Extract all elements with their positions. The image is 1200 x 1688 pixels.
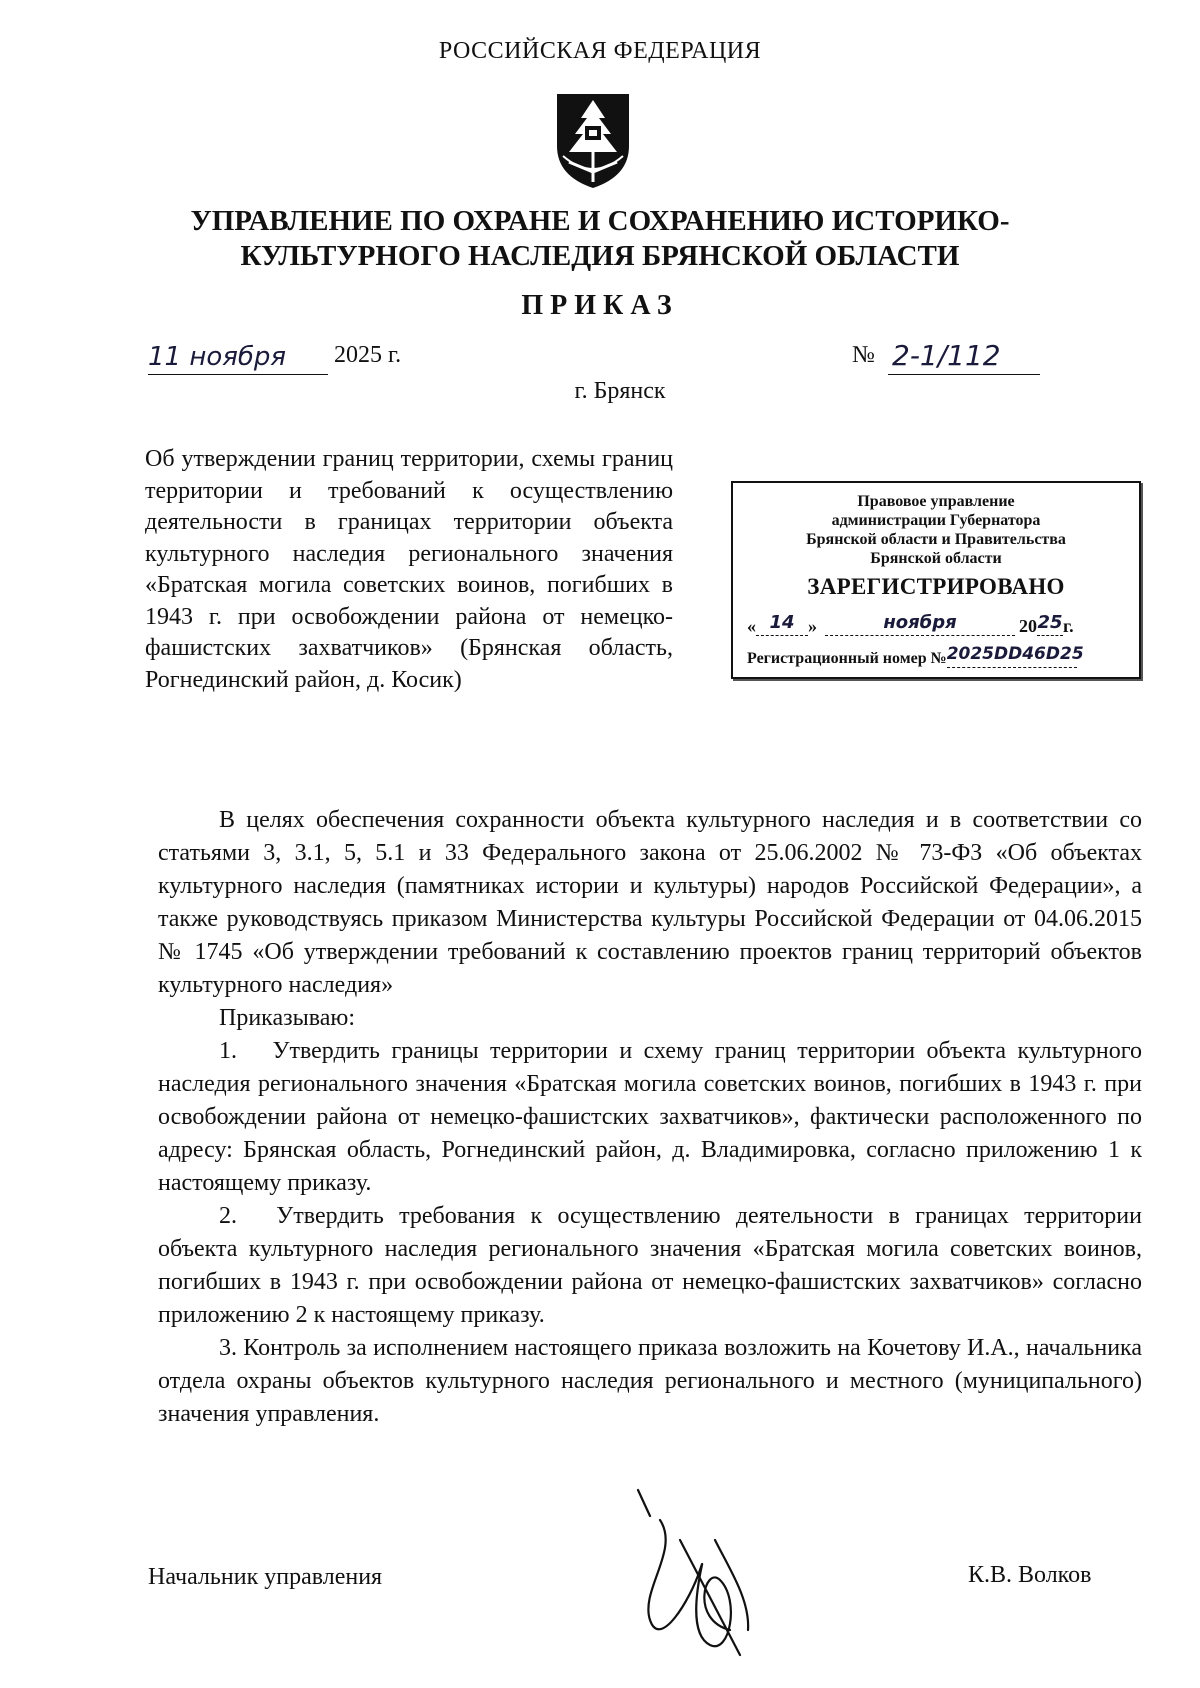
stamp-quote-close: »	[808, 616, 817, 636]
stamp-year-suffix: 25	[1037, 613, 1063, 636]
stamp-line-3: Брянской области и Правительства	[806, 531, 1066, 548]
stamp-year-g: г.	[1063, 616, 1074, 636]
signatory-position: Начальник управления	[148, 1564, 383, 1590]
order-body	[158, 804, 1142, 1431]
stamp-day: 14	[756, 613, 808, 636]
stamp-date-line	[747, 610, 1139, 636]
stamp-line-2: администрации Губернатора	[831, 512, 1041, 529]
stamp-reg-label: Регистрационный номер №	[747, 650, 947, 667]
date-field	[148, 344, 328, 375]
order-item-2: 2. Утвердить требования к осуществлению деятельности в границах территории объекта культурного наследия регионального значения «Братская могила советских воинов, погибших в 1943 г. при освобождении района от немецко-фашистских захватчиков» согласно приложению 2 к настоящему приказу.	[158, 1203, 1142, 1328]
bryansk-coat-of-arms-icon	[553, 90, 633, 190]
registration-stamp	[731, 481, 1141, 679]
number-label: №	[852, 342, 875, 368]
order-item-1: 1. Утвердить границы территории и схему границ территории объекта культурного наследия регионального значения «Братская могила советских воинов, погибших в 1943 г. при освобождении района от немецко-фашистских захватчиков», фактически расположенного по адресу: Брянская область, Рогнединский район, д. Владимировка, согласно приложению 1 к настоящему приказу.	[158, 1038, 1142, 1196]
preamble-paragraph: В целях обеспечения сохранности объекта культурного наследия и в соответствии со статьями 3, 3.1, 5, 5.1 и 33 Федерального закона от 25.06.2002 № 73-ФЗ «Об объектах культурного наследия (памятниках истории и культуры) народов Российской Федерации», а также руководствуясь приказом Министерства культуры Российской Федерации от 04.06.2015 № 1745 «Об утверждении требований к составлению проектов границ территорий объектов культурного наследия»	[158, 807, 1142, 998]
order-item-3: 3. Контроль за исполнением настоящего приказа возложить на Кочетову И.А., начальника отдела охраны объектов культурного наследия регионального и местного (муниципального) значения управления.	[158, 1335, 1142, 1427]
handwritten-signature	[620, 1480, 770, 1660]
country-header: РОССИЙСКАЯ ФЕДЕРАЦИЯ	[438, 38, 762, 64]
order-subject: Об утверждении границ территории, схемы границ территории и требований к осуществлению деятельности в границах территории объекта культурного наследия регионального значения «Братская могила советских воинов, погибших в 1943 г. при освобождении района от немецко-фашистских захватчиков» (Брянская область, Рогнединский район, д. Косик)	[145, 446, 673, 693]
stamp-year-prefix: 20	[1019, 616, 1037, 636]
stamp-status: ЗАРЕГИСТРИРОВАНО	[807, 574, 1065, 599]
date-handwritten: 11 ноября	[148, 342, 287, 372]
stamp-line-4: Брянской области	[870, 550, 1002, 567]
stamp-reg-number: 2025DD46D25	[947, 645, 1077, 668]
stamp-line-1: Правовое управление	[857, 493, 1015, 510]
stamp-month: ноября	[825, 613, 1015, 636]
stamp-registration-line	[747, 644, 1139, 668]
city: г. Брянск	[574, 378, 666, 404]
organization-name	[0, 204, 1200, 274]
document-type: ПРИКАЗ	[521, 290, 679, 321]
org-line-1: УПРАВЛЕНИЕ ПО ОХРАНЕ И СОХРАНЕНИЮ ИСТОРИКО-	[190, 205, 1010, 237]
stamp-quote-open: «	[747, 616, 756, 636]
date-year: 2025 г.	[334, 342, 402, 368]
number-field	[888, 340, 1040, 375]
signatory-name: К.В. Волков	[968, 1562, 1092, 1588]
order-word: Приказываю:	[219, 1005, 355, 1031]
number-handwritten: 2-1/112	[892, 339, 1001, 372]
org-line-2: КУЛЬТУРНОГО НАСЛЕДИЯ БРЯНСКОЙ ОБЛАСТИ	[240, 240, 960, 272]
